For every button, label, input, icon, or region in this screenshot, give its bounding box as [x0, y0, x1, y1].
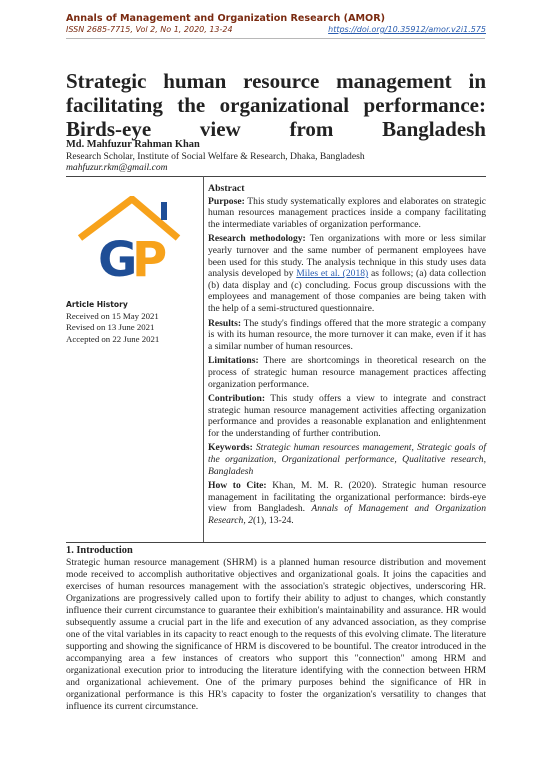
cite-volume: 2	[248, 515, 253, 527]
results-text: The study's findings offered that the more strategic a company is with its human resource, the more turnover it can make, even if it has a similar number of human resources.	[208, 317, 486, 352]
doi-link[interactable]: https://doi.org/10.35912/amor.v2i1.575	[328, 25, 486, 34]
journal-meta	[66, 25, 486, 37]
purpose-text: This study systematically explores and elaborates on strategic human resources management practices inside a company facilitating the intermediate variables of organization performance.	[208, 195, 486, 230]
column-divider	[203, 176, 204, 542]
methodology-text-a: Ten organizations with more or less similar yearly turnover and the same number of permanent employees have been used for this study. The analysis technique in this study uses data analysis developed by	[208, 233, 486, 280]
keywords-text: Strategic human resources management, Strategic goals of the organization, Organizational performance, Qualitative research, Bangladesh	[208, 442, 487, 477]
history-revised: Revised on 13 June 2021	[66, 322, 155, 332]
abstract-contribution	[208, 393, 486, 439]
logo-letter-p: P	[132, 232, 168, 278]
publisher-logo	[76, 196, 188, 278]
abstract-citation	[208, 480, 486, 526]
logo-letter-g: G	[98, 232, 138, 278]
header-divider	[66, 38, 485, 39]
history-title: Article History	[66, 300, 128, 309]
issn-line: ISSN 2685-7715, Vol 2, No 1, 2020, 13-24	[66, 25, 233, 34]
limitations-label: Limitations:	[208, 355, 259, 367]
author-affiliation: Research Scholar, Institute of Social Welfare & Research, Dhaka, Bangladesh	[66, 151, 365, 162]
methodology-label: Research methodology:	[208, 233, 306, 245]
contribution-text: This study offers a view to integrate and constract strategic human resource management activities affecting organization performance and provides a reasonable explanation and enlightenment for the understanding of further contribution.	[208, 393, 486, 439]
abstract-top-divider	[66, 176, 486, 177]
article-history	[66, 299, 159, 345]
author-email[interactable]: mahfuzur.rkm@gmail.com	[66, 162, 168, 173]
cite-text-b: (1), 13-24.	[252, 515, 294, 527]
citation-link[interactable]: Miles et al. (2018)	[296, 268, 369, 280]
cite-label: How to Cite:	[208, 480, 267, 492]
abstract-results	[208, 318, 486, 353]
results-label: Results:	[208, 317, 242, 329]
introduction-body: Strategic human resource management (SHRM) is a planned human resource distribution and movement mode received to accomplish authoritative objectives and organizational goals. It joins the capacities and exercises of human resources management with the association's strategic objectives, underscoring HR. Organizations are progressively called upon to fortify their ability to adjust to changes, which constantly influence their current circumstance to guarantee their exhibition's maintainability and assurance. HR would subsequently assume a crucial part in the life and execution of any advanced association, as they comprise one of the vital variables in its capacity to react enough to the requests of this evolving climate. The literature supporting and showing the significance of HRM is discovered to be bountiful. The creator introduced in the accompanying area a few instances of creators who support this "connection" among HRM and organizational execution prior to introducing the literature identifying with the connection between HRM and organizational achievement. One of the primary purposes behind the significance of HR in organizational performance is this HR's capacity to foster the organization's versatility to changes that influence its current circumstance.	[66, 557, 486, 712]
journal-header	[66, 13, 486, 37]
abstract-limitations	[208, 355, 486, 390]
logo-chimney	[161, 202, 167, 220]
history-received: Received on 15 May 2021	[66, 310, 159, 321]
author-name: Md. Mahfuzur Rahman Khan	[66, 139, 200, 150]
history-accepted: Accepted on 22 June 2021	[66, 333, 160, 344]
abstract-purpose	[208, 196, 486, 231]
limitations-text: There are shortcomings in theoretical research on the process of strategic human resource management practices affecting organization performance.	[208, 355, 487, 390]
purpose-label: Purpose:	[208, 195, 245, 207]
methodology-text-b: as follows; (a) data collection (b) data display and (c) concluding. Focus group discussions with the employees and management of those companies are being taken with the help of a semi-structured questionnaire.	[208, 268, 487, 314]
cite-text-a: Khan, M. M. R. (2020). Strategic human resource management in facilitating the organizational performance: birds-eye view from Bangladesh.	[208, 480, 486, 515]
abstract-section	[208, 183, 486, 530]
abstract-methodology	[208, 233, 486, 314]
cite-journal: Annals of Management and Organization Research,	[208, 503, 486, 527]
article-title: Strategic human resource management in facilitating the organizational performance: Birds-eye view from Bangladesh	[66, 69, 486, 141]
keywords-label: Keywords:	[208, 442, 253, 454]
introduction-section	[66, 545, 486, 713]
contribution-label: Contribution:	[208, 393, 266, 405]
abstract-bottom-divider	[66, 542, 486, 543]
journal-name: Annals of Management and Organization Research (AMOR)	[66, 13, 385, 24]
abstract-keywords	[208, 442, 486, 477]
abstract-title: Abstract	[208, 183, 245, 194]
introduction-heading: 1. Introduction	[66, 545, 133, 556]
